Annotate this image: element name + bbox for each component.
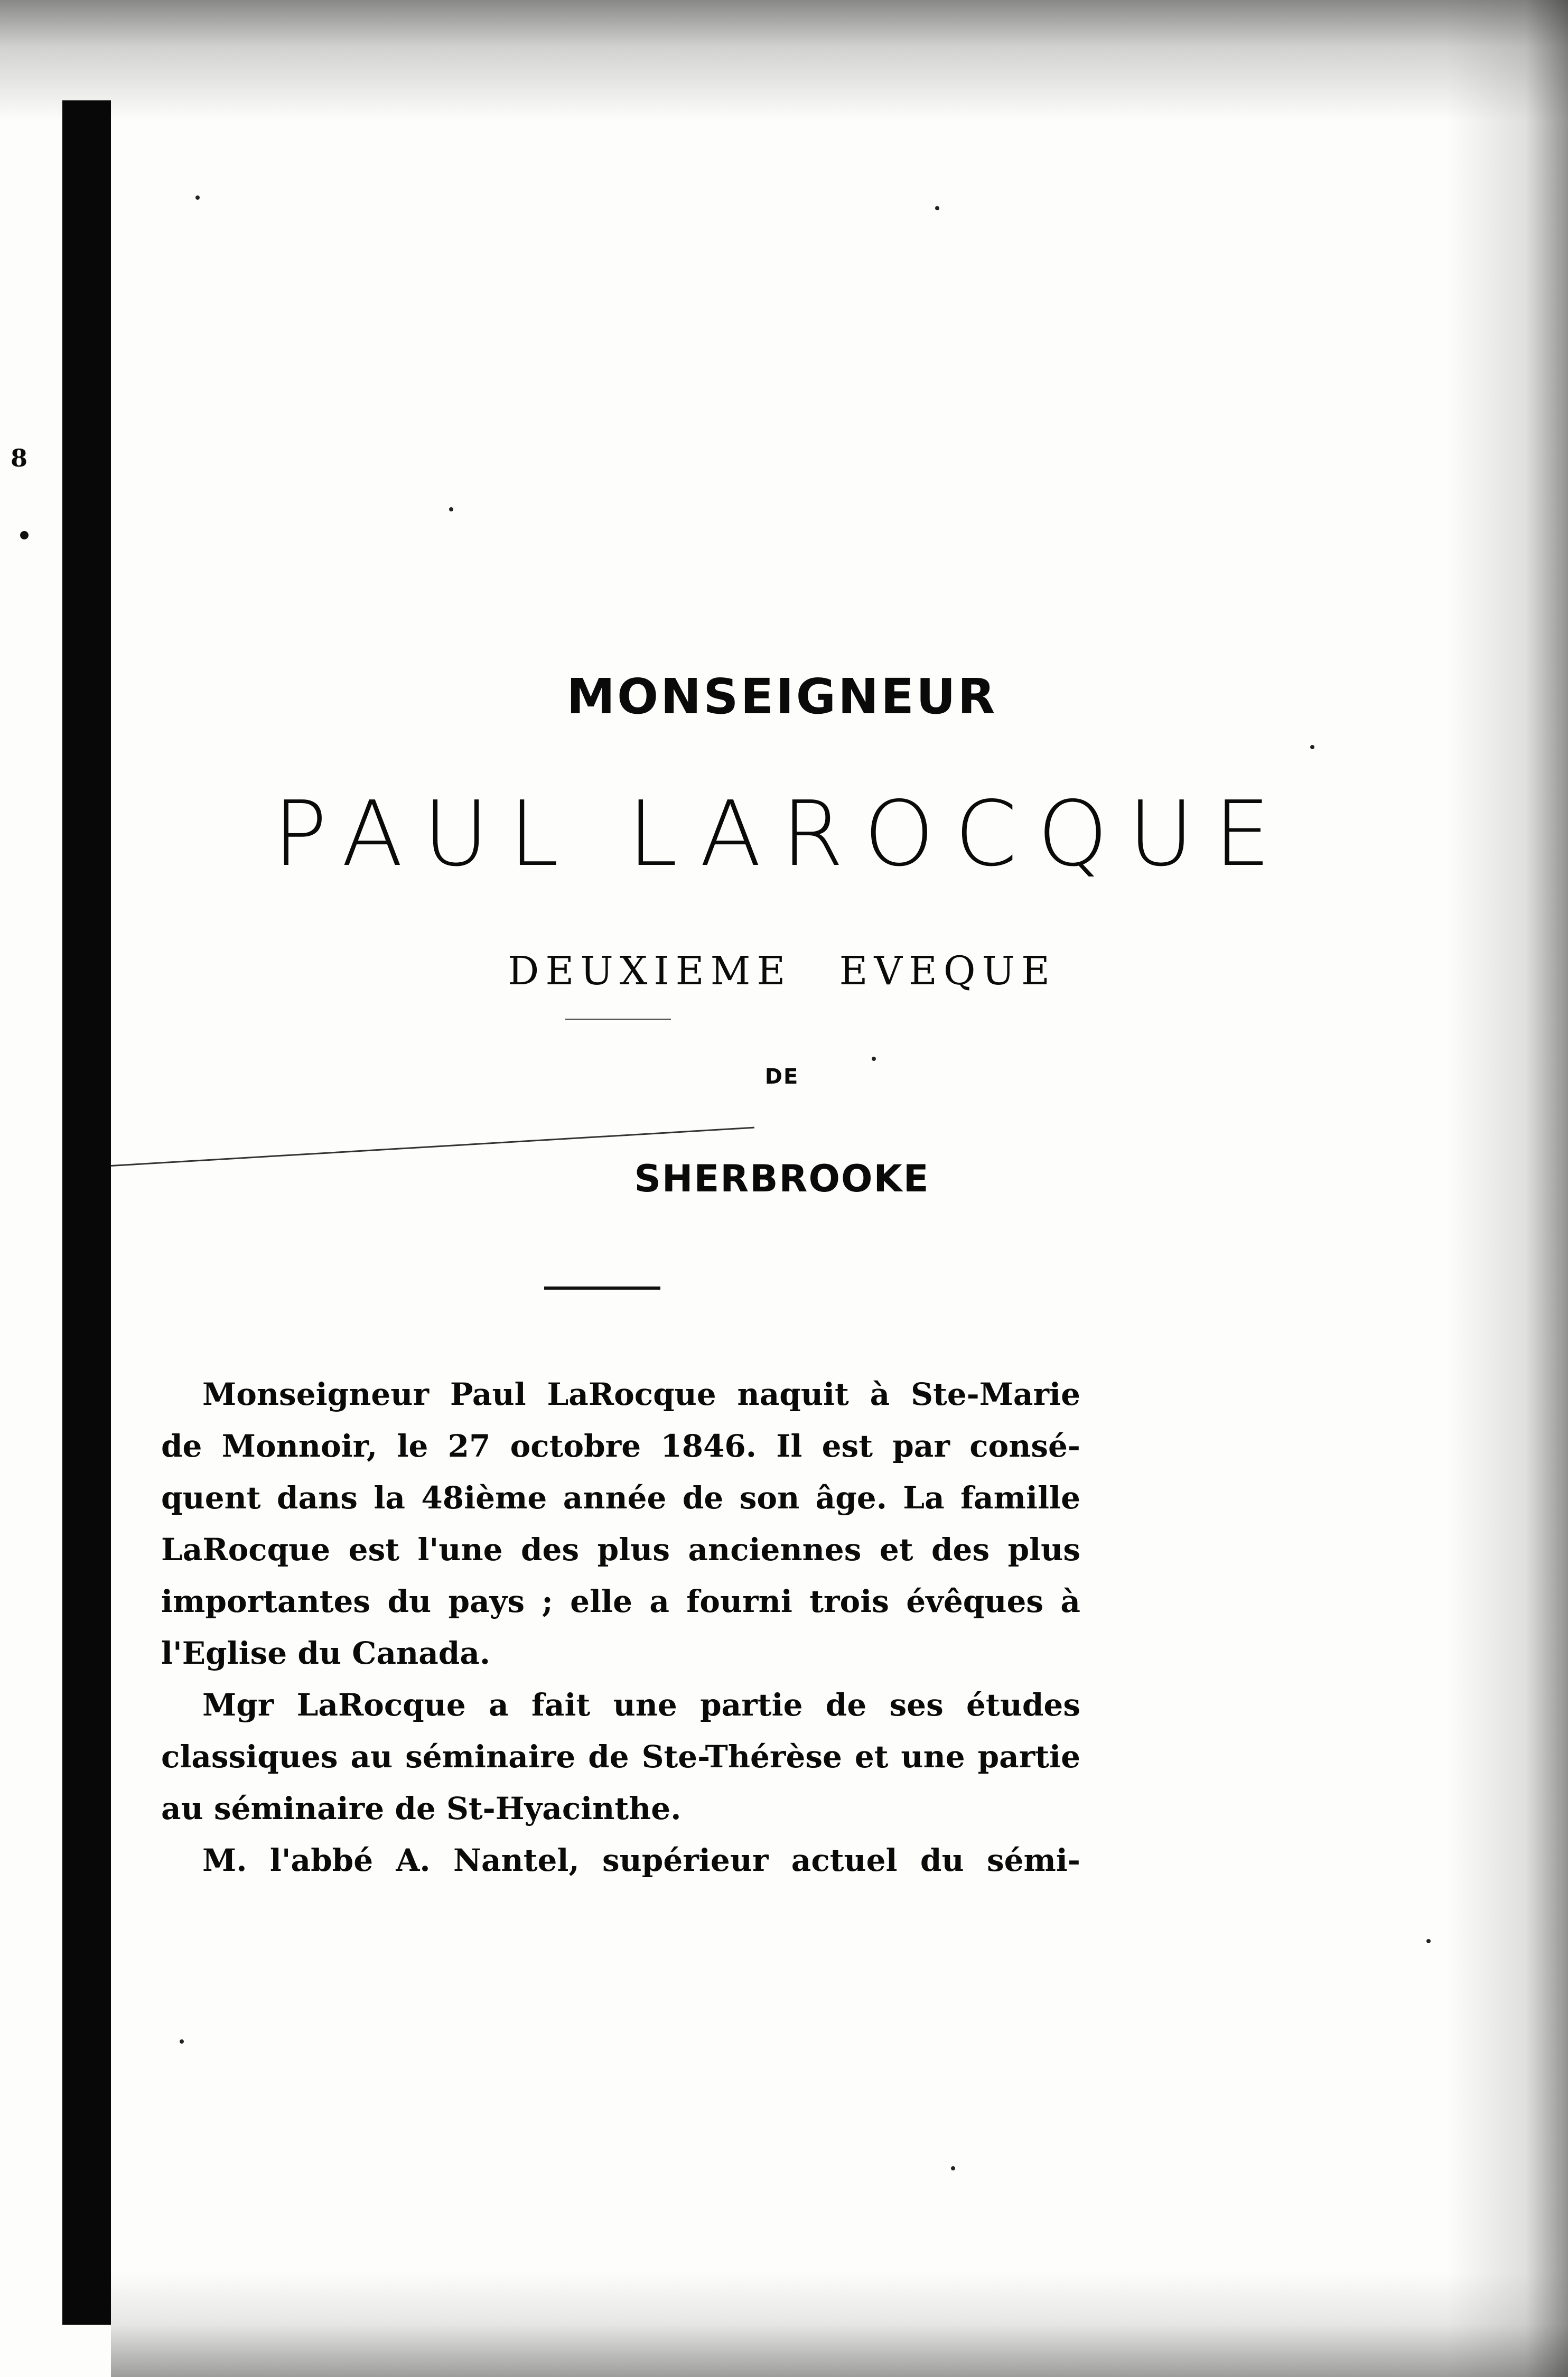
text-line: classiques au séminaire de Ste-Thérèse et une partie <box>161 1739 1080 1775</box>
margin-dot <box>20 531 29 539</box>
scan-speck <box>935 206 939 210</box>
text-line: quent dans la 48ième année de son âge. La famille <box>161 1480 1080 1516</box>
scan-speck <box>951 2166 955 2170</box>
scan-speck <box>449 507 453 511</box>
text-line: M. l'abbé A. Nantel, supérieur actuel du sémi- <box>202 1842 1080 1878</box>
body-text <box>161 1368 1080 1886</box>
text-line: de Monnoir, le 27 octobre 1846. Il est par consé- <box>161 1428 1080 1464</box>
text-line: Monseigneur Paul LaRocque naquit à Ste-Marie <box>202 1376 1080 1412</box>
scan-speck <box>1426 1939 1431 1943</box>
text-line: Mgr LaRocque a fait une partie de ses études <box>202 1687 1080 1723</box>
heading-title <box>111 948 1453 994</box>
text-line: l'Eglise du Canada. <box>161 1635 491 1671</box>
paragraph-1 <box>161 1368 1080 1679</box>
text-line: importantes du pays ; elle a fourni trois évêques à <box>161 1583 1080 1619</box>
divider-thin <box>565 1019 671 1020</box>
heading-de: DE <box>764 1065 799 1089</box>
scan-top-edge <box>0 0 1568 122</box>
heading-diocese: SHERBROOKE <box>634 1157 930 1200</box>
margin-page-mark: 8 <box>11 444 28 472</box>
paragraph-3 <box>161 1834 1080 1886</box>
scan-speck <box>195 195 200 200</box>
heading-title-part2: EVEQUE <box>839 948 1056 994</box>
text-line: au séminaire de St-Hyacinthe. <box>161 1791 682 1826</box>
scan-bottom-edge <box>111 2272 1568 2377</box>
scan-speck <box>872 1057 876 1061</box>
scan-right-edge <box>1446 0 1568 2377</box>
section-divider <box>544 1287 660 1290</box>
text-line: LaRocque est l'une des plus anciennes et des plus <box>161 1532 1080 1568</box>
heading-monseigneur: MONSEIGNEUR <box>566 668 997 725</box>
paragraph-2 <box>161 1679 1080 1834</box>
scan-speck <box>180 2039 184 2044</box>
binding-shadow <box>62 100 111 2325</box>
heading-title-part1: DEUXIEME <box>508 948 792 994</box>
scan-speck <box>1310 745 1314 749</box>
heading-name: PAUL LAROCQUE <box>273 782 1291 887</box>
